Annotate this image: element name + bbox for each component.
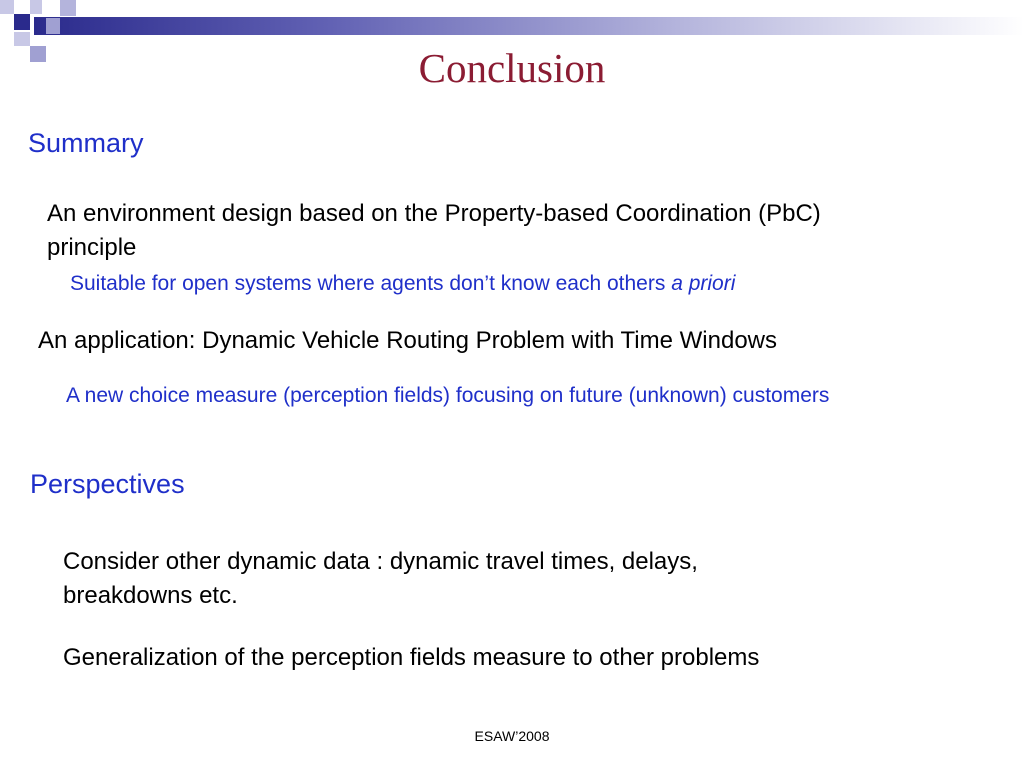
decor-square-mid xyxy=(46,18,60,34)
summary-point-1-line-1: An environment design based on the Property-based Coordination (PbC) xyxy=(47,200,821,227)
summary-point-1-line-2: principle xyxy=(47,234,137,261)
slide-title: Conclusion xyxy=(418,45,606,91)
decor-square-mid xyxy=(60,0,76,16)
summary-subpoint-1-text: Suitable for open systems where agents don’t know each others xyxy=(70,272,672,295)
perspectives-heading: Perspectives xyxy=(30,469,185,499)
decor-square-navy xyxy=(14,14,30,30)
slide-footer: ESAW’2008 xyxy=(474,728,550,744)
header-gradient-bar xyxy=(34,17,1024,35)
perspectives-point-2: Generalization of the perception fields measure to other problems xyxy=(63,644,760,671)
decor-square-light xyxy=(0,0,14,14)
perspectives-point-1-line-1: Consider other dynamic data : dynamic travel times, delays, xyxy=(63,548,698,575)
decor-square-light xyxy=(30,0,42,14)
perspectives-point-1-line-2: breakdowns etc. xyxy=(63,582,238,609)
summary-subpoint-1-italic: a priori xyxy=(671,272,736,295)
summary-point-2: An application: Dynamic Vehicle Routing Problem with Time Windows xyxy=(38,327,777,354)
summary-subpoint-1 xyxy=(70,272,735,296)
summary-subpoint-2: A new choice measure (perception fields) focusing on future (unknown) customers xyxy=(66,384,830,407)
summary-heading: Summary xyxy=(28,128,144,158)
